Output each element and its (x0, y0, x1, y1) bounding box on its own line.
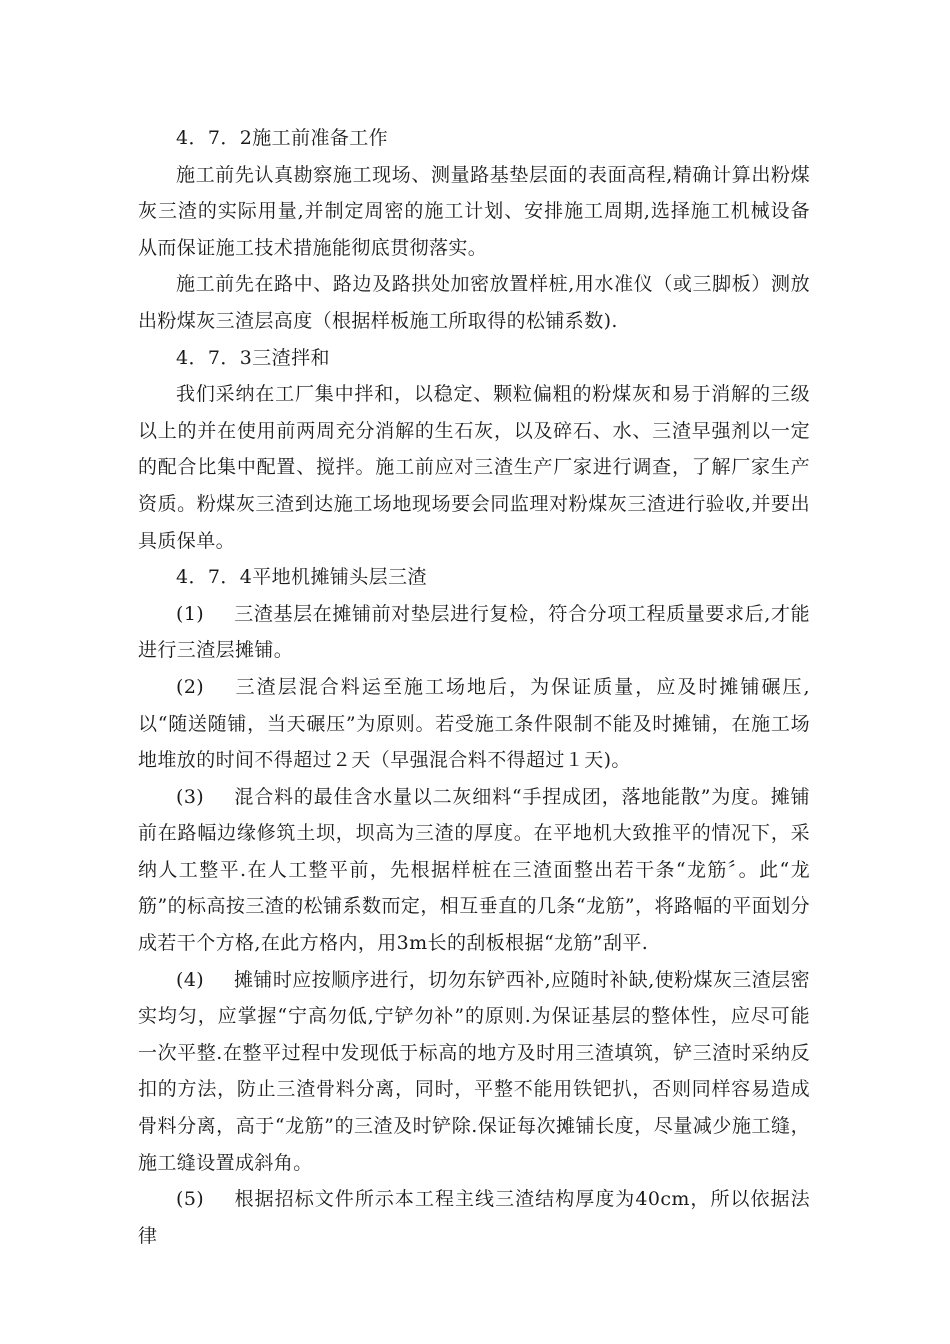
list-item-3 (138, 779, 810, 962)
document-page (138, 120, 810, 1254)
list-item-number: (4) (176, 968, 205, 991)
list-item-number: (2) (176, 675, 205, 698)
paragraph-preparation-2: 施工前先在路中、路边及路拱处加密放置样桩,用水准仪（或三脚板）测放出粉煤灰三渣层高度（根据样板施工所取得的松铺系数). (138, 273, 810, 332)
list-item-text: 三渣层混合料运至施工场地后，为保证质量，应及时摊铺碾压,以“随送随铺，当天碾压”为原则。若受施工条件限制不能及时摊铺，在施工场地堆放的时间不得超过２天（早强混合料不得超过１天)。 (138, 675, 810, 772)
paragraph-mixing: 我们采纳在工厂集中拌和，以稳定、颗粒偏粗的粉煤灰和易于消解的三级以上的并在使用前两周充分消解的生石灰，以及碎石、水、三渣早强剂以一定的配合比集中配置、搅拌。施工前应对三渣生产厂家进行调查，了解厂家生产资质。粉煤灰三渣到达施工场地现场要会同监理对粉煤灰三渣进行验收,并要出具质保单。 (138, 383, 810, 552)
list-item-text: 三渣基层在摊铺前对垫层进行复检，符合分项工程质量要求后,才能进行三渣层摊铺。 (138, 602, 810, 662)
list-item-2 (138, 669, 810, 779)
list-item-text: 摊铺时应按顺序进行，切勿东铲西补,应随时补缺,使粉煤灰三渣层密实均匀，应掌握“宁高勿低,宁铲勿补”的原则.为保证基层的整体性，应尽可能一次平整.在整平过程中发现低于标高的地方及时用三渣填筑，铲三渣时采纳反扣的方法，防止三渣骨料分离，同时，平整不能用铁钯扒，否则同样容易造成骨料分离，高于“龙筋”的三渣及时铲除.保证每次摊铺长度，尽量减少施工缝，施工缝设置成斜角。 (138, 968, 810, 1174)
section-heading-4-7-2: 4．7．2施工前准备工作 (176, 127, 389, 149)
list-item-5 (138, 1181, 810, 1254)
paragraph-preparation-1: 施工前先认真勘察施工现场、测量路基垫层面的表面高程,精确计算出粉煤灰三渣的实际用量,并制定周密的施工计划、安排施工周期,选择施工机械设备从而保证施工技术措施能彻底贯彻落实。 (138, 163, 810, 259)
section-heading-4-7-4: 4．7．4平地机摊铺头层三渣 (176, 566, 427, 589)
list-item-4 (138, 962, 810, 1182)
list-item-number: (1) (176, 602, 205, 625)
list-item-number: (5) (176, 1188, 205, 1211)
list-item-text: 根据招标文件所示本工程主线三渣结构厚度为40cm，所以依据法律 (138, 1188, 810, 1247)
list-item-text: 混合料的最佳含水量以二灰细料“手捏成团，落地能散”为度。摊铺前在路幅边缘修筑土坝，坝高为三渣的厚度。在平地机大致推平的情况下，采纳人工整平.在人工整平前，先根据样桩在三渣面整出若干条“龙筋〞。此“龙筋”的标高按三渣的松铺系数而定，相互垂直的几条“龙筋”，将路幅的平面划分成若干个方格,在此方格内，用3m长的刮板根据“龙筋”刮平. (138, 785, 810, 955)
list-item-number: (3) (176, 785, 205, 808)
section-heading-4-7-3: 4．7．3三渣拌和 (176, 346, 330, 369)
list-item-1 (138, 596, 810, 669)
